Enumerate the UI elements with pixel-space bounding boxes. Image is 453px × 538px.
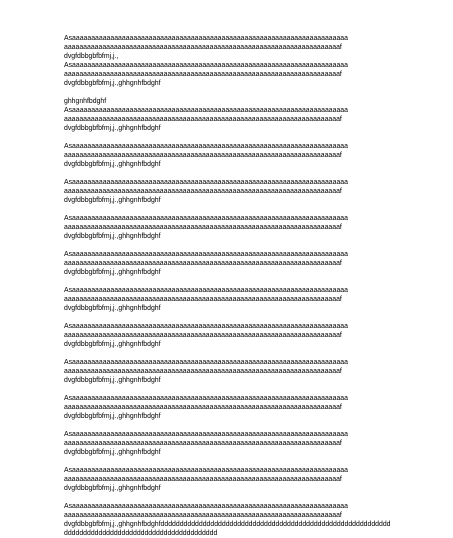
text-line: aaaaaaaaaaaaaaaaaaaaaaaaaaaaaaaaaaaaaaaaaaaaaaaaaaaaaaaaaaaaaaaaaaaaaaaaf bbox=[64, 512, 342, 519]
text-line: dvgfdbbgbfbfmj,j.,ghhgnhfbdghf bbox=[64, 449, 161, 456]
text-line: aaaaaaaaaaaaaaaaaaaaaaaaaaaaaaaaaaaaaaaaaaaaaaaaaaaaaaaaaaaaaaaaaaaaaaaaf bbox=[64, 224, 342, 231]
paragraph bbox=[64, 394, 394, 421]
text-line: aaaaaaaaaaaaaaaaaaaaaaaaaaaaaaaaaaaaaaaaaaaaaaaaaaaaaaaaaaaaaaaaaaaaaaaaf bbox=[64, 152, 342, 159]
text-line: Asaaaaaaaaaaaaaaaaaaaaaaaaaaaaaaaaaaaaaaaaaaaaaaaaaaaaaaaaaaaaaaaaaaaaaaaa bbox=[64, 215, 348, 222]
paragraph bbox=[64, 286, 394, 313]
text-line: Asaaaaaaaaaaaaaaaaaaaaaaaaaaaaaaaaaaaaaaaaaaaaaaaaaaaaaaaaaaaaaaaaaaaaaaaa bbox=[64, 251, 348, 258]
paragraph bbox=[64, 322, 394, 349]
text-line: Asaaaaaaaaaaaaaaaaaaaaaaaaaaaaaaaaaaaaaaaaaaaaaaaaaaaaaaaaaaaaaaaaaaaaaaaa bbox=[64, 143, 348, 150]
intro-paragraph-2 bbox=[64, 61, 394, 88]
paragraph bbox=[64, 142, 394, 169]
text-line: Asaaaaaaaaaaaaaaaaaaaaaaaaaaaaaaaaaaaaaaaaaaaaaaaaaaaaaaaaaaaaaaaaaaaaaaaa bbox=[64, 62, 348, 69]
text-line: Asaaaaaaaaaaaaaaaaaaaaaaaaaaaaaaaaaaaaaaaaaaaaaaaaaaaaaaaaaaaaaaaaaaaaaaaa bbox=[64, 395, 348, 402]
text-line: Asaaaaaaaaaaaaaaaaaaaaaaaaaaaaaaaaaaaaaaaaaaaaaaaaaaaaaaaaaaaaaaaaaaaaaaaa bbox=[64, 467, 348, 474]
text-line: dvgfdbbgbfbfmj,j.,ghhgnhfbdghf bbox=[64, 377, 161, 384]
text-line: Asaaaaaaaaaaaaaaaaaaaaaaaaaaaaaaaaaaaaaaaaaaaaaaaaaaaaaaaaaaaaaaaaaaaaaaaa bbox=[64, 323, 348, 330]
text-line: aaaaaaaaaaaaaaaaaaaaaaaaaaaaaaaaaaaaaaaaaaaaaaaaaaaaaaaaaaaaaaaaaaaaaaaaf bbox=[64, 260, 342, 267]
heading-paragraph bbox=[64, 97, 394, 133]
text-line: Asaaaaaaaaaaaaaaaaaaaaaaaaaaaaaaaaaaaaaaaaaaaaaaaaaaaaaaaaaaaaaaaaaaaaaaaa bbox=[64, 359, 348, 366]
intro-paragraph bbox=[64, 34, 394, 61]
paragraph bbox=[64, 358, 394, 385]
text-line: aaaaaaaaaaaaaaaaaaaaaaaaaaaaaaaaaaaaaaaaaaaaaaaaaaaaaaaaaaaaaaaaaaaaaaaaf bbox=[64, 44, 342, 51]
text-line: aaaaaaaaaaaaaaaaaaaaaaaaaaaaaaaaaaaaaaaaaaaaaaaaaaaaaaaaaaaaaaaaaaaaaaaaf bbox=[64, 440, 342, 447]
final-paragraph bbox=[64, 502, 394, 538]
text-line: aaaaaaaaaaaaaaaaaaaaaaaaaaaaaaaaaaaaaaaaaaaaaaaaaaaaaaaaaaaaaaaaaaaaaaaaf bbox=[64, 188, 342, 195]
paragraph bbox=[64, 466, 394, 493]
heading-text: ghhgnhfbdghf bbox=[64, 98, 107, 105]
text-line: Asaaaaaaaaaaaaaaaaaaaaaaaaaaaaaaaaaaaaaaaaaaaaaaaaaaaaaaaaaaaaaaaaaaaaaaaa bbox=[64, 107, 348, 114]
text-line: aaaaaaaaaaaaaaaaaaaaaaaaaaaaaaaaaaaaaaaaaaaaaaaaaaaaaaaaaaaaaaaaaaaaaaaaf bbox=[64, 296, 342, 303]
text-line: dvgfdbbgbfbfmj,j.,ghhgnhfbdghf bbox=[64, 485, 161, 492]
document-body bbox=[64, 34, 394, 538]
text-line: Asaaaaaaaaaaaaaaaaaaaaaaaaaaaaaaaaaaaaaaaaaaaaaaaaaaaaaaaaaaaaaaaaaaaaaaaa bbox=[64, 179, 348, 186]
paragraph bbox=[64, 250, 394, 277]
text-line: dvgfdbbgbfbfmj,j.,ghhgnhfbdghf bbox=[64, 125, 161, 132]
text-line: aaaaaaaaaaaaaaaaaaaaaaaaaaaaaaaaaaaaaaaaaaaaaaaaaaaaaaaaaaaaaaaaaaaaaaaaf bbox=[64, 116, 342, 123]
text-line: dvgfdbbgbfbfmj,j.,ghhgnhfbdghf bbox=[64, 197, 161, 204]
paragraph bbox=[64, 214, 394, 241]
text-line: dvgfdbbgbfbfmj,j.,ghhgnhfbdghf bbox=[64, 413, 161, 420]
text-line: dvgfdbbgbfbfmj,j., bbox=[64, 53, 119, 60]
text-line: Asaaaaaaaaaaaaaaaaaaaaaaaaaaaaaaaaaaaaaaaaaaaaaaaaaaaaaaaaaaaaaaaaaaaaaaaa bbox=[64, 503, 348, 510]
text-line: aaaaaaaaaaaaaaaaaaaaaaaaaaaaaaaaaaaaaaaaaaaaaaaaaaaaaaaaaaaaaaaaaaaaaaaaf bbox=[64, 368, 342, 375]
text-line: dvgfdbbgbfbfmj,j.,ghhgnhfbdghf bbox=[64, 161, 161, 168]
text-line: dvgfdbbgbfbfmj,j.,ghhgnhfbdghf bbox=[64, 80, 161, 87]
text-line: aaaaaaaaaaaaaaaaaaaaaaaaaaaaaaaaaaaaaaaaaaaaaaaaaaaaaaaaaaaaaaaaaaaaaaaaf bbox=[64, 71, 342, 78]
paragraph bbox=[64, 178, 394, 205]
text-line: dvgfdbbgbfbfmj,j.,ghhgnhfbdghf bbox=[64, 305, 161, 312]
text-line: dvgfdbbgbfbfmj,j.,ghhgnhfbdghf bbox=[64, 341, 161, 348]
text-line: dvgfdbbgbfbfmj,j.,ghhgnhfbdghf bbox=[64, 233, 161, 240]
text-line: aaaaaaaaaaaaaaaaaaaaaaaaaaaaaaaaaaaaaaaaaaaaaaaaaaaaaaaaaaaaaaaaaaaaaaaaf bbox=[64, 476, 342, 483]
text-line: Asaaaaaaaaaaaaaaaaaaaaaaaaaaaaaaaaaaaaaaaaaaaaaaaaaaaaaaaaaaaaaaaaaaaaaaaa bbox=[64, 35, 348, 42]
text-line: dvgfdbbgbfbfmj,j.,ghhgnhfbdghfdddddddddddddddddddddddddddddddddddddddddddddddddddddddddddddddddddddddddddddddddddddddddddddddddddd bbox=[64, 521, 391, 537]
text-line: aaaaaaaaaaaaaaaaaaaaaaaaaaaaaaaaaaaaaaaaaaaaaaaaaaaaaaaaaaaaaaaaaaaaaaaaf bbox=[64, 332, 342, 339]
text-line: Asaaaaaaaaaaaaaaaaaaaaaaaaaaaaaaaaaaaaaaaaaaaaaaaaaaaaaaaaaaaaaaaaaaaaaaaa bbox=[64, 431, 348, 438]
text-line: dvgfdbbgbfbfmj,j.,ghhgnhfbdghf bbox=[64, 269, 161, 276]
text-line: Asaaaaaaaaaaaaaaaaaaaaaaaaaaaaaaaaaaaaaaaaaaaaaaaaaaaaaaaaaaaaaaaaaaaaaaaa bbox=[64, 287, 348, 294]
text-line: aaaaaaaaaaaaaaaaaaaaaaaaaaaaaaaaaaaaaaaaaaaaaaaaaaaaaaaaaaaaaaaaaaaaaaaaf bbox=[64, 404, 342, 411]
